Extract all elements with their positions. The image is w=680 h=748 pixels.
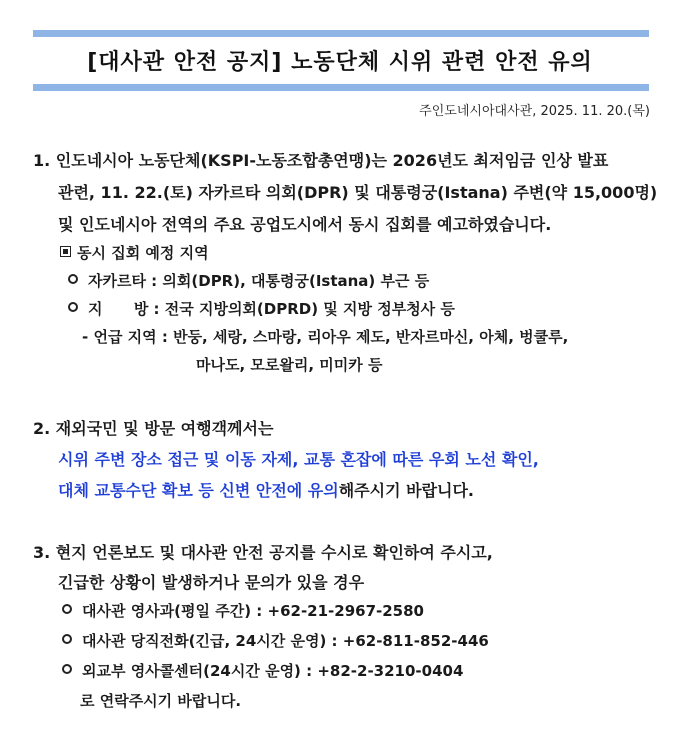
contact-text: 대사관 영사과(평일 주간) : +62-21-2967-2580 <box>82 602 424 620</box>
section1-heading <box>60 242 209 263</box>
section2-line-3-rest: 해주시기 바랍니다. <box>338 481 475 500</box>
dateline: 주인도네시아대사관, 2025. 11. 20.(목) <box>419 104 650 119</box>
jakarta-text: 자카르타 : 의회(DPR), 대통령궁(Istana) 부근 등 <box>88 272 430 290</box>
section1-heading-text: 동시 집회 예정 지역 <box>77 244 209 262</box>
section2-line-2: 시위 주변 장소 접근 및 이동 자제, 교통 혼잡에 따른 우회 노선 확인, <box>58 450 539 469</box>
section2-emphasis: 대체 교통수단 확보 등 신변 안전에 유의 <box>58 481 339 500</box>
circle-bullet-icon <box>68 302 78 312</box>
section1-line-1: 1. 인도네시아 노동단체(KSPI-노동조합총연맹)는 2026년도 최저임금 인상 발표 <box>33 151 609 170</box>
jakarta-item <box>68 270 429 291</box>
checkbox-square-icon <box>60 246 71 257</box>
contact-text: 외교부 영사콜센터(24시간 운영) : +82-2-3210-0404 <box>82 662 464 680</box>
section1-line-3: 및 인도네시아 전역의 주요 공업도시에서 동시 집회를 예고하였습니다. <box>58 215 552 234</box>
section3-line-2: 긴급한 상황이 발생하거나 문의가 있을 경우 <box>58 573 365 592</box>
section2-line-1: 2. 재외국민 및 방문 여행객께서는 <box>33 419 274 438</box>
contact-text: 대사관 당직전화(긴급, 24시간 운영) : +62-811-852-446 <box>82 632 489 650</box>
contact-duty-phone <box>62 630 489 651</box>
top-rule <box>33 30 649 37</box>
circle-bullet-icon <box>68 274 78 284</box>
circle-bullet-icon <box>62 664 72 674</box>
section3-line-1: 3. 현지 언론보도 및 대사관 안전 공지를 수시로 확인하여 주시고, <box>33 543 493 562</box>
section1-line-2: 관련, 11. 22.(토) 자카르타 의회(DPR) 및 대통령궁(Istana) 주변(약 15,000명) <box>58 183 658 202</box>
circle-bullet-icon <box>62 634 72 644</box>
regions-item <box>68 298 455 319</box>
notice-title: [대사관 안전 공지] 노동단체 시위 관련 안전 유의 <box>87 50 593 75</box>
section3-closing: 로 연락주시기 바랍니다. <box>80 692 242 710</box>
mentioned-regions-cont: 마나도, 모로왈리, 미미카 등 <box>196 356 383 374</box>
regions-text: 지 방 : 전국 지방의회(DPRD) 및 지방 정부청사 등 <box>88 300 455 318</box>
mentioned-regions: - 언급 지역 : 반둥, 세랑, 스마랑, 리아우 제도, 반자르마신, 아체, 벙쿨루, <box>82 328 569 346</box>
contact-consular <box>62 600 424 621</box>
contact-call-center <box>62 660 463 681</box>
circle-bullet-icon <box>62 604 72 614</box>
section2-line-3 <box>58 478 474 501</box>
bottom-rule <box>33 84 649 91</box>
